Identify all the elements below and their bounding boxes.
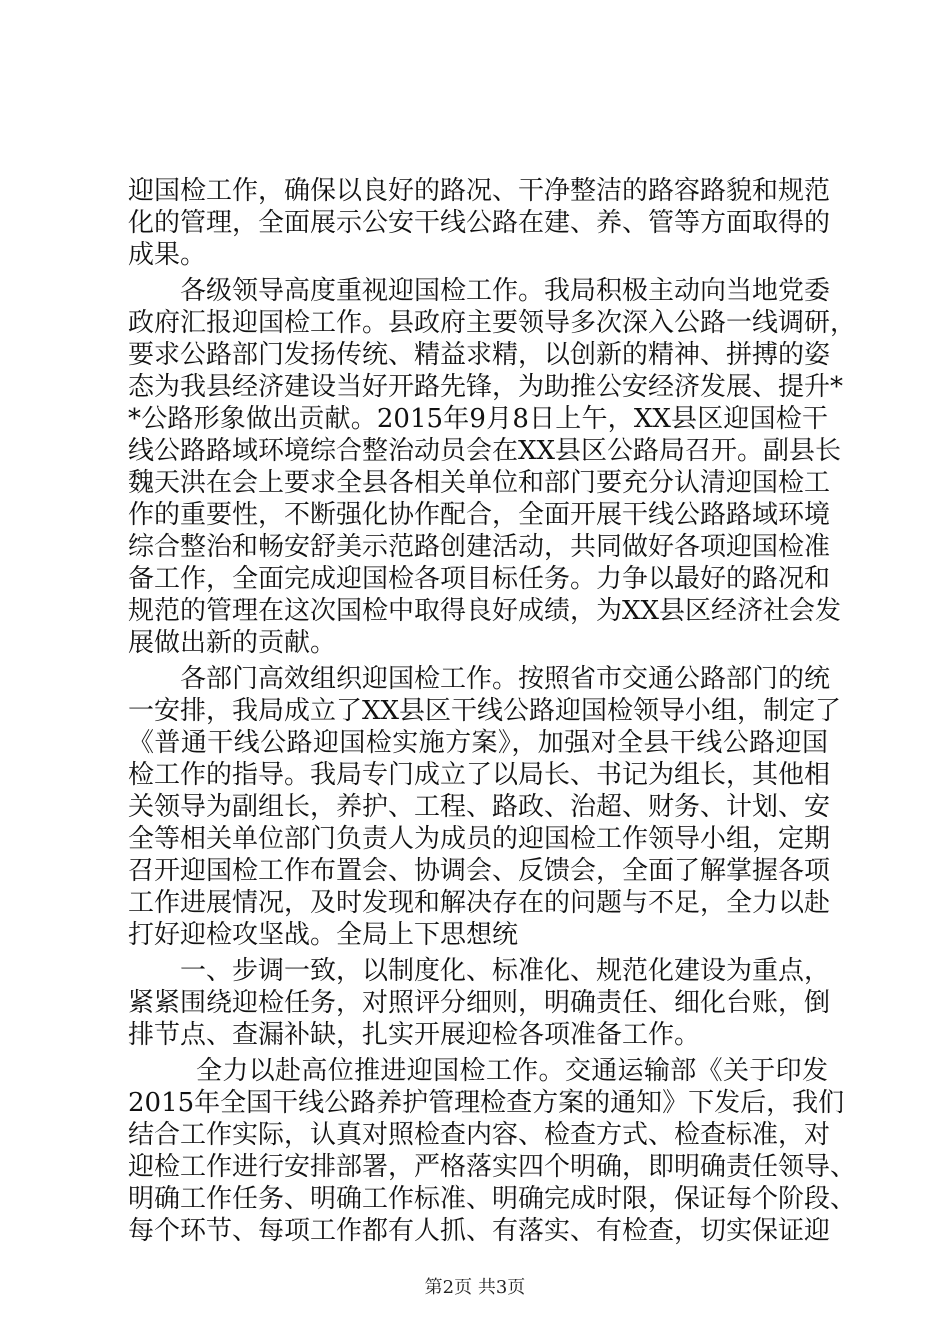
- text-line: 排节点、查漏补缺，扎实开展迎检各项准备工作。: [128, 1020, 701, 1050]
- paragraph-start-line: 一、步调一致，以制度化、标准化、规范化建设为重点，: [180, 956, 831, 986]
- text-line: 明确工作任务、明确工作标准、明确完成时限，保证每个阶段、: [128, 1184, 857, 1214]
- text-line: 召开迎国检工作布置会、协调会、反馈会，全面了解掌握各项: [128, 856, 831, 886]
- paragraph-start-line: 各级领导高度重视迎国检工作。我局积极主动向当地党委: [180, 276, 831, 306]
- text-line: 检工作的指导。我局专门成立了以局长、书记为组长，其他相: [128, 760, 831, 790]
- text-line: 规范的管理在这次国检中取得良好成绩，为XX县区经济社会发: [128, 596, 842, 626]
- text-line: 要求公路部门发扬传统、精益求精，以创新的精神、拼搏的姿: [128, 340, 831, 370]
- paragraph-start-line: 全力以赴高位推进迎国检工作。交通运输部《关于印发: [196, 1056, 828, 1086]
- text-line: 作的重要性，不断强化协作配合，全面开展干线公路路域环境: [128, 500, 831, 530]
- text-line: 工作进展情况，及时发现和解决存在的问题与不足，全力以赴: [128, 888, 831, 918]
- text-line: 2015年全国干线公路养护管理检查方案的通知》下发后，我们: [128, 1088, 845, 1118]
- text-line: 关领导为副组长，养护、工程、路政、治超、财务、计划、安: [128, 792, 831, 822]
- text-line: 化的管理，全面展示公安干线公路在建、养、管等方面取得的: [128, 208, 831, 238]
- paragraph-start-line: 各部门高效组织迎国检工作。按照省市交通公路部门的统: [180, 664, 831, 694]
- text-line: 魏天洪在会上要求全县各相关单位和部门要充分认清迎国检工: [128, 468, 831, 498]
- text-line: 结合工作实际，认真对照检查内容、检查方式、检查标准，对: [128, 1120, 831, 1150]
- text-line: 线公路路域环境综合整治动员会在XX县区公路局召开。副县长: [128, 436, 842, 466]
- text-line: 成果。: [128, 240, 207, 270]
- page-number-footer: 第2页 共3页: [424, 1277, 526, 1298]
- text-line: 一安排，我局成立了XX县区干线公路迎国检领导小组，制定了: [128, 696, 842, 726]
- text-line: 每个环节、每项工作都有人抓、有落实、有检查，切实保证迎: [128, 1216, 831, 1246]
- text-line: 综合整治和畅安舒美示范路创建活动，共同做好各项迎国检准: [128, 532, 831, 562]
- text-line: 展做出新的贡献。: [128, 628, 337, 658]
- text-line: 紧紧围绕迎检任务，对照评分细则，明确责任、细化台账，倒: [128, 988, 831, 1018]
- text-line: 备工作，全面完成迎国检各项目标任务。力争以最好的路况和: [128, 564, 831, 594]
- text-line: 态为我县经济建设当好开路先锋，为助推公安经济发展、提升*: [128, 372, 844, 402]
- text-line: *公路形象做出贡献。2015年9月8日上午，XX县区迎国检干: [128, 404, 828, 434]
- text-line: 打好迎检攻坚战。全局上下思想统: [128, 920, 519, 950]
- text-line: 政府汇报迎国检工作。县政府主要领导多次深入公路一线调研，: [128, 308, 857, 338]
- text-line: 全等相关单位部门负责人为成员的迎国检工作领导小组，定期: [128, 824, 831, 854]
- text-line: 迎检工作进行安排部署，严格落实四个明确，即明确责任领导、: [128, 1152, 857, 1182]
- text-line: 迎国检工作，确保以良好的路况、干净整洁的路容路貌和规范: [128, 176, 831, 206]
- text-line: 《普通干线公路迎国检实施方案》，加强对全县干线公路迎国: [128, 728, 828, 758]
